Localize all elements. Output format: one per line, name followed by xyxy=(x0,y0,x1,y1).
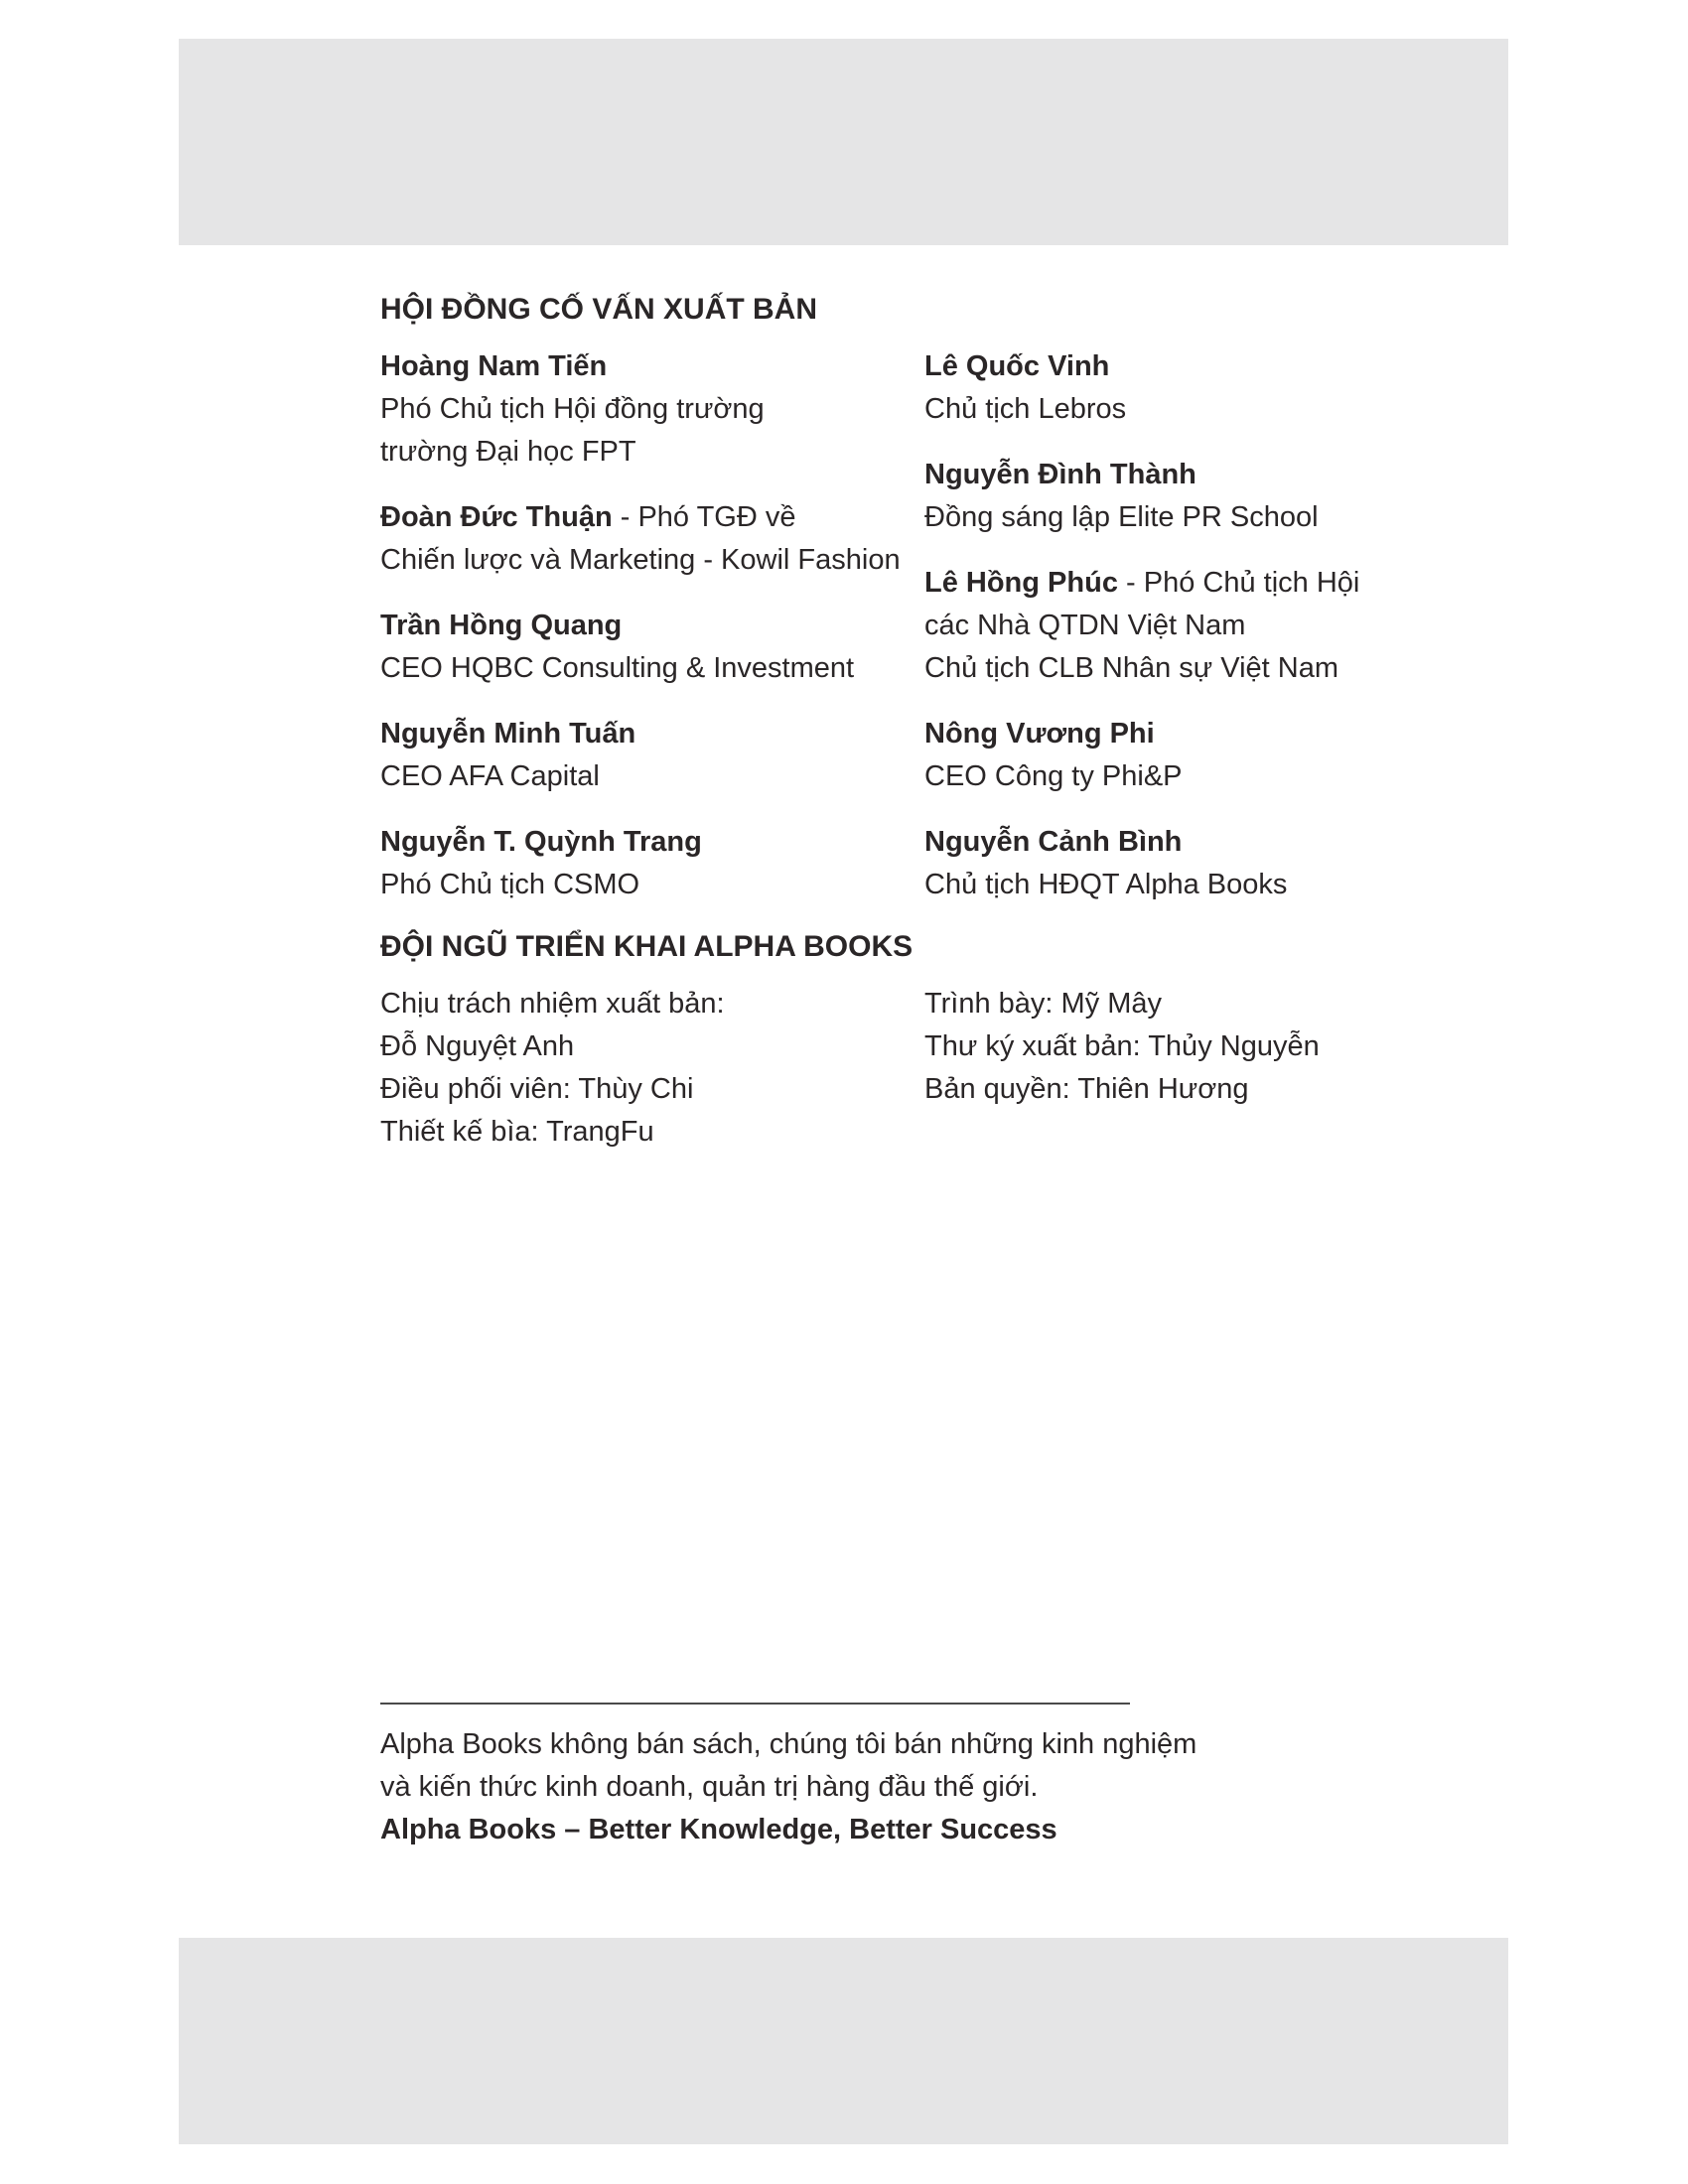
team-credit: Thiết kế bìa: TrangFu xyxy=(380,1116,654,1148)
advisor-name-line xyxy=(380,496,936,539)
advisor-entry xyxy=(380,605,936,690)
advisor-name-line xyxy=(380,821,936,864)
advisory-right-column xyxy=(924,345,1361,929)
team-credit: Trình bày: Mỹ Mây xyxy=(924,988,1163,1020)
advisor-name-line xyxy=(924,345,1361,388)
advisor-name-line xyxy=(924,713,1361,755)
team-left-column xyxy=(380,983,936,1154)
team-heading: ĐỘI NGŨ TRIỂN KHAI ALPHA BOOKS xyxy=(380,930,914,963)
advisor-role: CEO HQBC Consulting & Investment xyxy=(380,652,855,684)
team-right-column xyxy=(924,983,1361,1111)
footer-text: và kiến thức kinh doanh, quản trị hàng đầu thế giới. xyxy=(380,1771,1039,1803)
advisor-name: Nông Vương Phi xyxy=(924,718,1155,750)
advisor-name: Nguyễn T. Quỳnh Trang xyxy=(380,826,702,858)
advisor-entry xyxy=(924,821,1361,906)
advisor-role: CEO Công ty Phi&P xyxy=(924,760,1183,792)
advisor-name-line xyxy=(924,821,1361,864)
team-credit: Đỗ Nguyệt Anh xyxy=(380,1030,575,1062)
advisor-name: Đoàn Đức Thuận xyxy=(380,501,613,533)
advisor-role: Phó Chủ tịch CSMO xyxy=(380,869,640,900)
advisory-left-column xyxy=(380,345,936,929)
bottom-gray-band xyxy=(179,1938,1508,2144)
advisor-entry xyxy=(924,713,1361,798)
advisor-name-line xyxy=(380,713,936,755)
advisor-entry xyxy=(380,821,936,906)
advisor-entry xyxy=(924,562,1361,690)
advisor-entry xyxy=(380,713,936,798)
advisor-role: Đồng sáng lập Elite PR School xyxy=(924,501,1319,533)
advisor-role: các Nhà QTDN Việt Nam xyxy=(924,610,1246,641)
advisor-role: Phó Chủ tịch Hội đồng trường xyxy=(380,393,765,425)
advisor-name: Lê Quốc Vinh xyxy=(924,350,1110,382)
advisor-role: Chủ tịch HĐQT Alpha Books xyxy=(924,869,1288,900)
advisor-entry xyxy=(380,496,936,582)
advisor-role: Chiến lược và Marketing - Kowil Fashion xyxy=(380,544,901,576)
top-gray-band xyxy=(179,39,1508,245)
advisor-name-line xyxy=(380,605,936,647)
advisor-name: Nguyễn Đình Thành xyxy=(924,459,1196,490)
advisor-name: Trần Hồng Quang xyxy=(380,610,623,641)
advisor-role: Chủ tịch CLB Nhân sự Việt Nam xyxy=(924,652,1339,684)
advisor-role: Chủ tịch Lebros xyxy=(924,393,1127,425)
advisor-entry xyxy=(924,345,1361,431)
advisor-role: trường Đại học FPT xyxy=(380,436,636,468)
advisor-name-suffix: - Phó Chủ tịch Hội xyxy=(1117,567,1360,599)
advisor-name-line xyxy=(924,454,1361,496)
team-credit: Chịu trách nhiệm xuất bản: xyxy=(380,988,725,1020)
footer-divider xyxy=(380,1703,1130,1705)
advisor-name-suffix: - Phó TGĐ về xyxy=(612,501,796,533)
advisor-name: Nguyễn Cảnh Bình xyxy=(924,826,1183,858)
advisor-name-line xyxy=(380,345,936,388)
advisor-name-line xyxy=(924,562,1361,605)
advisor-name: Lê Hồng Phúc xyxy=(924,567,1118,599)
advisor-name: Hoàng Nam Tiến xyxy=(380,350,608,382)
advisor-entry xyxy=(380,345,936,474)
advisory-board-heading: HỘI ĐỒNG CỐ VẤN XUẤT BẢN xyxy=(380,293,818,326)
advisor-entry xyxy=(924,454,1361,539)
team-credit: Thư ký xuất bản: Thủy Nguyễn xyxy=(924,1030,1320,1062)
advisor-name: Nguyễn Minh Tuấn xyxy=(380,718,636,750)
footer-slogan: Alpha Books – Better Knowledge, Better Success xyxy=(380,1814,1057,1845)
footer-text: Alpha Books không bán sách, chúng tôi bán những kinh nghiệm xyxy=(380,1728,1197,1760)
advisor-role: CEO AFA Capital xyxy=(380,760,600,792)
footer-block xyxy=(380,1723,1197,1851)
team-credit: Điều phối viên: Thùy Chi xyxy=(380,1073,694,1105)
team-credit: Bản quyền: Thiên Hương xyxy=(924,1073,1249,1105)
